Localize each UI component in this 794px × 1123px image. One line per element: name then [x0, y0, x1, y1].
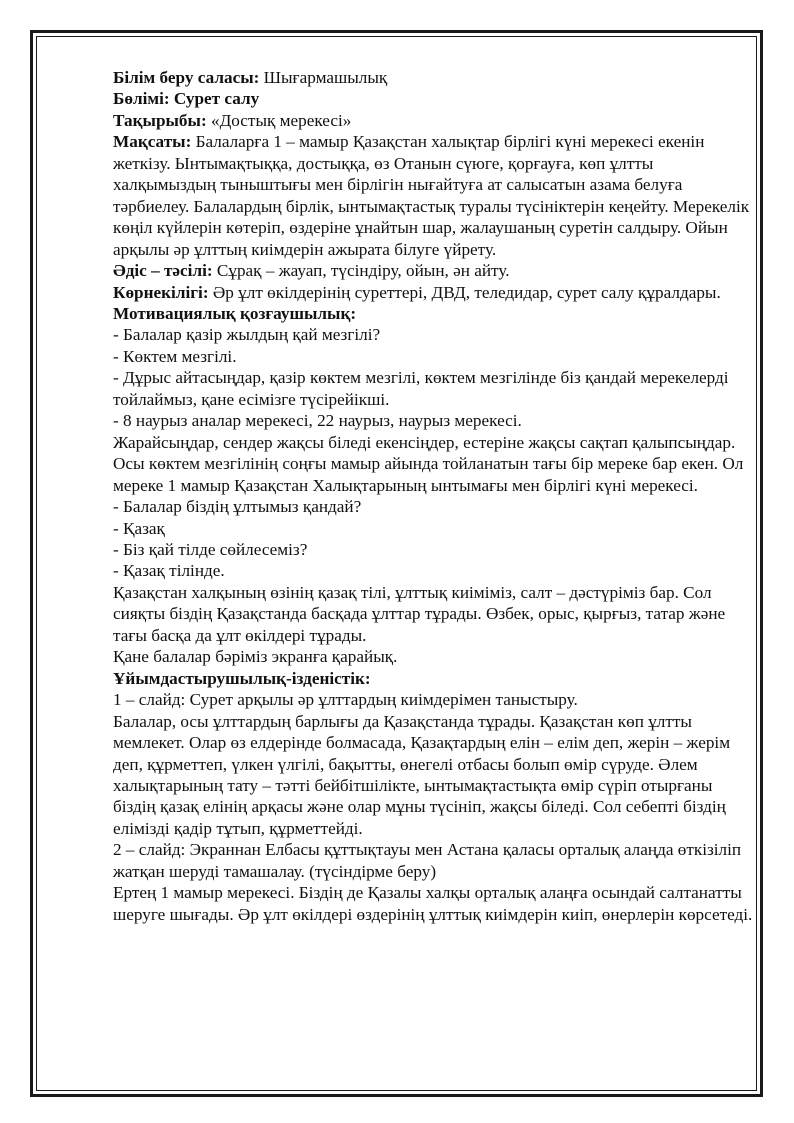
section-line: Бөлімі: Сурет салу: [113, 89, 260, 109]
organizational-line: Ертең 1 мамыр мерекесі. Біздің де Қазалы халқы орталық алаңға осындай салтанатты шеруге шығады. Әр ұлт өкілдері өздерінің ұлттық киімдерін киіп, өнерлерін көрсетеді.: [113, 883, 753, 924]
methods-text: Сұрақ – жауап, түсіндіру, ойын, ән айту.: [212, 261, 510, 281]
organizational-line: Балалар, осы ұлттардың барлығы да Қазақстанда тұрады. Қазақстан көп ұлтты мемлекет. Олар өз елдерінде болмасада, Қазақтардың елін – елім деп, жерін – жерім деп, құрметтеп, үлкен үлгілі, бақытты, өнегелі отбасы болып өмір сүруде. Әлем халықтарының тату – тәтті бейбітшілікте, ынтымақтастықта өмір сүріп отырғаны біздің қазақ елінің арқасы және олар мұны түсініп, жақсы біледі. Сол себепті біздің елімізді қадір тұтып, құрметтейді.: [113, 711, 731, 838]
education-area-label: Білім беру саласы:: [113, 68, 260, 87]
education-area-line: [113, 67, 753, 88]
motivation-line: - Дұрыс айтасыңдар, қазір көктем мезгілі, көктем мезгілінде біз қандай мерекелерді тойлаймыз, қане есімізге түсірейікші.: [113, 368, 729, 409]
motivation-line: - Қазақ: [113, 518, 165, 538]
methods-paragraph: [113, 260, 753, 281]
motivation-line: - Көктем мезгілі.: [113, 346, 237, 366]
motivation-heading: Мотивациялық қозғаушылық:: [113, 303, 357, 323]
methods-label: Әдіс – тәсілі:: [113, 261, 213, 281]
topic-line: [113, 110, 753, 131]
motivation-line: - 8 наурыз аналар мерекесі, 22 наурыз, наурыз мерекесі.: [113, 411, 522, 431]
motivation-line: Қане балалар бәріміз экранға қарайық.: [113, 647, 398, 667]
objectives-paragraph: [113, 131, 753, 260]
motivation-line: - Біз қай тілде сөйлесеміз?: [113, 539, 308, 559]
visuals-paragraph: [113, 282, 753, 303]
visuals-label: Көрнекілігі:: [113, 282, 209, 302]
motivation-line: - Қазақ тілінде.: [113, 561, 225, 581]
motivation-line: Қазақстан халқының өзінің қазақ тілі, ұлттық киіміміз, салт – дәстүріміз бар. Сол сияқты біздің Қазақстанда басқада ұлттар тұрады. Өзбек, орыс, қырғыз, татар және тағы басқа да ұлт өкілдері тұрады.: [113, 582, 726, 645]
motivation-line: - Балалар қазір жылдың қай мезгілі?: [113, 325, 381, 345]
motivation-line: Жарайсыңдар, сендер жақсы біледі екенсіңдер, естеріне жақсы сақтап қалыпсыңдар. Осы көктем мезгілінің соңғы мамыр айында тойланатын тағы бір мереке бар екен. Ол мереке 1 мамыр Қазақстан Халықтарының ынтымағы мен бірлігі күні мерекесі.: [113, 432, 744, 495]
motivation-line: - Балалар біздің ұлтымыз қандай?: [113, 497, 362, 517]
topic-label: Тақырыбы:: [113, 110, 207, 130]
organizational-line: 2 – слайд: Экраннан Елбасы құттықтауы мен Астана қаласы орталық алаңда өткізіліп жатқан шеруді тамашалау. (түсіндірме беру): [113, 840, 742, 881]
document-body: [113, 67, 753, 925]
topic-value: «Достық мерекесі»: [206, 110, 352, 130]
objectives-text: Балаларға 1 – мамыр Қазақстан халықтар бірлігі күні мерекесі екенін жеткізу. Ынтымақтыққа, достыққа, өз Отанын сүюге, қорғауға, көп ұлтты халқымыздың тыныштығы мен бірлігін нығайтуға ат салысатын азама белуға тәрбиелеу. Балалардың бірлік, ынтымақтастық туралы түсініктерін кеңейту. Мерекелік көңіл күйлерін көтеріп, өздеріне ұнайтын шар, жалаушаның суретін салдыру. Ойын арқылы әр ұлттың киімдерін ажырата білуге үйрету.: [113, 132, 750, 259]
organizational-line: 1 – слайд: Сурет арқылы әр ұлттардың киімдерімен таныстыру.: [113, 690, 578, 710]
organizational-heading: Ұйымдастырушылық-ізденістік:: [113, 668, 371, 688]
visuals-text: Әр ұлт өкілдерінің суреттері, ДВД, теледидар, сурет салу құралдары.: [208, 282, 721, 302]
education-area-value: Шығармашылық: [259, 68, 388, 87]
objectives-label: Мақсаты:: [113, 132, 192, 152]
